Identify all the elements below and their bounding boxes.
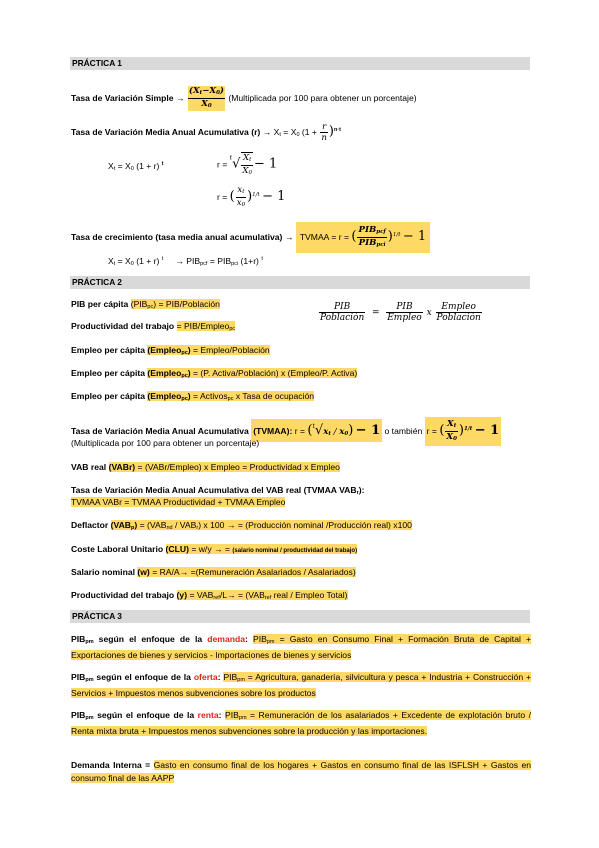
deflactor: Deflactor $(VAB_p) = (VAB_{nd} / VAB_r)$ x 100 → = (Producción nominal /Producción real) x100: [71, 520, 412, 531]
tvmaa-vab-title: Tasa de Variación Media Anual Acumulativa del VAB real (TVMAA $VAB_r$):: [71, 485, 365, 496]
clu: Coste Laboral Unitario (CLU) = w/y → = (salario nominal / productividad del trabajo): [71, 544, 358, 554]
section-header-practica-3: PRÁCTICA 3: [70, 610, 530, 623]
pib-renta: $PIB_{pm}$ según el enfoque de la renta: $PIB_{pm}$ = Remuneración de los asalariados + Excedente de explotación bruto / Renta mixta bruta + Impuestos menos subvenciones sobre la producción y las importaciones.: [71, 710, 532, 736]
tvs-label: Tasa de Variación Simple: [71, 92, 174, 103]
section-header-practica-1: PRÁCTICA 1: [70, 57, 530, 70]
tvma-line: Tasa de Variación Media Anual Acumulativa $(r) \to X_t = X_0$ (1 + $\frac{r}{n}$ )$^{n\cdot t}$: [71, 122, 341, 143]
tvmaa-note: (Multiplicada por 100 para obtener un porcentaje): [71, 438, 260, 448]
arrow-icon: →: [175, 92, 185, 103]
pib-decomposition: $\frac{\text{PIB}}{\text{Población}}$ = $\frac{\text{PIB}}{\text{Empleo}}$ x $\frac{\text{Empleo}}{\text{Población}}$: [320, 302, 481, 323]
demanda-interna: Demanda Interna = Gasto en consumo final de los hogares + Gastos en consumo final de las ISFLSH + Gastos en consumo final de las AAPP: [71, 760, 531, 783]
pib-oferta: $PIB_{pm}$ según el enfoque de la oferta: $PIB_{pm}$ = Agricultura, ganadería, silvicultura y pesca + Industria + Construcción + Servicios + Impuestos menos subvenciones sobre los productos: [71, 672, 531, 698]
empleo-per-capita-3: Empleo per cápita (Empleo$_{pc}$) = Activos$_{pc}$ x Tasa de ocupación: [71, 391, 315, 402]
pib-per-capita: PIB per cápita $(PIB_{pc})$ = PIB/Población: [71, 299, 220, 310]
arrow-icon: →: [284, 231, 294, 242]
pib-growth-line: $X_t = X_0$ (1 + r) $^t$ → $PIB_{pcf} = PIB_{pci}$ (1+r) $^t$: [108, 256, 263, 267]
arrow-icon: →: [262, 126, 272, 137]
tvs-note: (Multiplicada por 100 para obtener un porcentaje): [228, 92, 417, 103]
vab-real: VAB real (VABr) = (VABr/Empleo) x Empleo = Productividad x Empleo: [71, 462, 340, 472]
tvmaa-formula: TVMAA = r = ( $\frac{PIB_{pcf}}{PIB_{pci}}$ )$^{1/t}$ − 1: [296, 222, 430, 253]
r-over-n: $\frac{r}{n}$: [321, 122, 327, 143]
tvma-label: Tasa de Variación Media Anual Acumulativa (r): [71, 126, 261, 137]
eq-xt: $X_t = X_0$ (1 + r) $^t$: [108, 161, 164, 172]
pib-demanda: $PIB_{pm}$ según el enfoque de la demanda: $PIB_{pm}$ = Gasto en Consumo Final + Formación Bruta de Capital + Exportaciones de bienes y servicios - Importaciones de bienes y servicios: [71, 634, 532, 660]
empleo-per-capita-1: Empleo per cápita (Empleo$_{pc}$) = Empleo/Población: [71, 345, 270, 356]
tc-label: Tasa de crecimiento (tasa media anual acumulativa): [71, 231, 283, 242]
tc-line: [71, 222, 430, 253]
section-header-practica-2: PRÁCTICA 2: [70, 276, 530, 289]
eq-r-root: r = $^t$√ $\frac{X_t}{X_0}$ − 1: [217, 153, 278, 176]
tvma-formula: $X_t = X_0$ (1 +: [273, 126, 317, 138]
productividad-trabajo-y: Productividad del trabajo $(y) = VAB_{ref}/L\to = (VAB_{ref}$ real / Empleo Total): [71, 590, 348, 601]
tvs-fraction: $\frac{(X_t-X_0)}{X_0}$: [188, 86, 224, 109]
tvmaa-line: Tasa de Variación Media Anual Acumulativa (TVMAA): $r = (^t√x_t / x_0) - 1$ o también r = ( $\frac{X_t}{X_0}$ )$^{1/t}$ − 1: [71, 417, 501, 446]
tvmaa-vab: TVMAA VABr = TVMAA Productividad + TVMAA Empleo: [71, 497, 286, 507]
productividad-line: Productividad del trabajo = PIB/Empleo$_{pc}$: [71, 321, 236, 332]
tvs-line: [71, 86, 417, 111]
empleo-per-capita-2: Empleo per cápita (Empleo$_{pc}$) = (P. Activa/Población) x (Empleo/P. Activa): [71, 368, 358, 379]
eq-r-power: r = ( $\frac{x_t}{x_0}$ )$^{1/t}$ − 1: [217, 185, 286, 208]
salario-nominal: Salario nominal (w) = RA/A→ =(Remuneración Asalariados / Asalariados): [71, 567, 356, 577]
